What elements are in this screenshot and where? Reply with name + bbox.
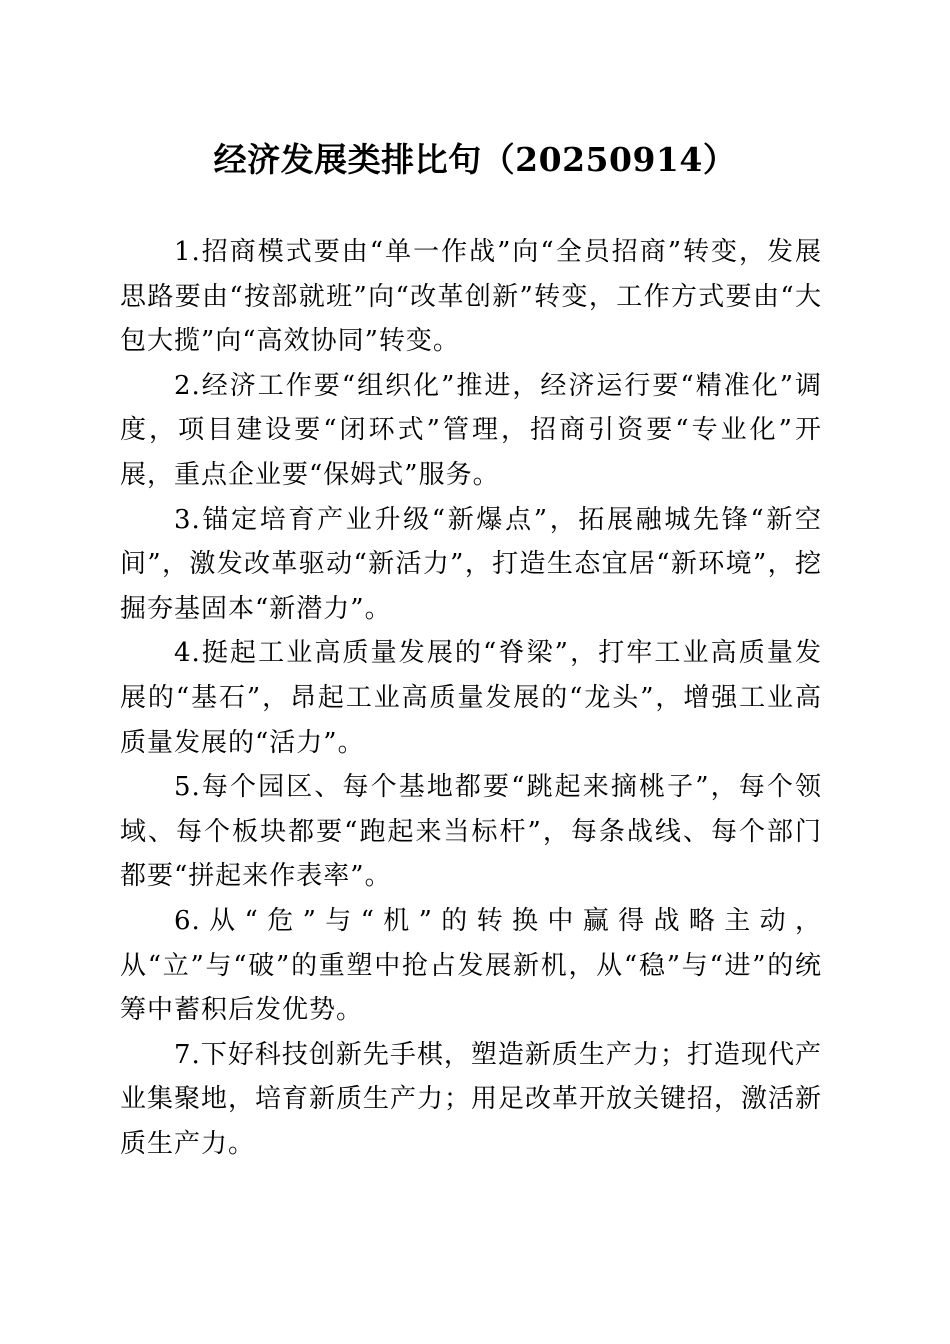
paragraph-7: 7.下好科技创新先手棋，塑造新质生产力；打造现代产业集聚地，培育新质生产力；用足改革开放关键招，激活新质生产力。 xyxy=(120,1039,823,1159)
document-body xyxy=(120,230,822,1166)
paragraph-4: 4.挺起工业高质量发展的“脊梁”，打牢工业高质量发展的“基石”，昂起工业高质量发展的“龙头”，增强工业高质量发展的“活力”。 xyxy=(120,638,822,758)
document-title: 经济发展类排比句（20250914） xyxy=(213,140,737,179)
paragraph-2: 2.经济工作要“组织化”推进，经济运行要“精准化”调度，项目建设要“闭环式”管理，招商引资要“专业化”开展，重点企业要“保姆式”服务。 xyxy=(120,370,822,490)
paragraph-3: 3.锚定培育产业升级“新爆点”，拓展融城先锋“新空间”，激发改革驱动“新活力”，打造生态宜居“新环境”，挖掘夯基固本“新潜力”。 xyxy=(120,504,822,624)
paragraph-1: 1.招商模式要由“单一作战”向“全员招商”转变，发展思路要由“按部就班”向“改革创新”转变，工作方式要由“大包大揽”向“高效协同”转变。 xyxy=(120,237,822,357)
paragraph-6: 6.从“危”与“机”的转换中赢得战略主动，从“立”与“破”的重塑中抢占发展新机，从“稳”与“进”的统筹中蓄积后发优势。 xyxy=(120,905,822,1026)
paragraph-5: 5.每个园区、每个基地都要“跳起来摘桃子”，每个领域、每个板块都要“跑起来当标杆”，每条战线、每个部门都要“拼起来作表率”。 xyxy=(120,772,822,892)
